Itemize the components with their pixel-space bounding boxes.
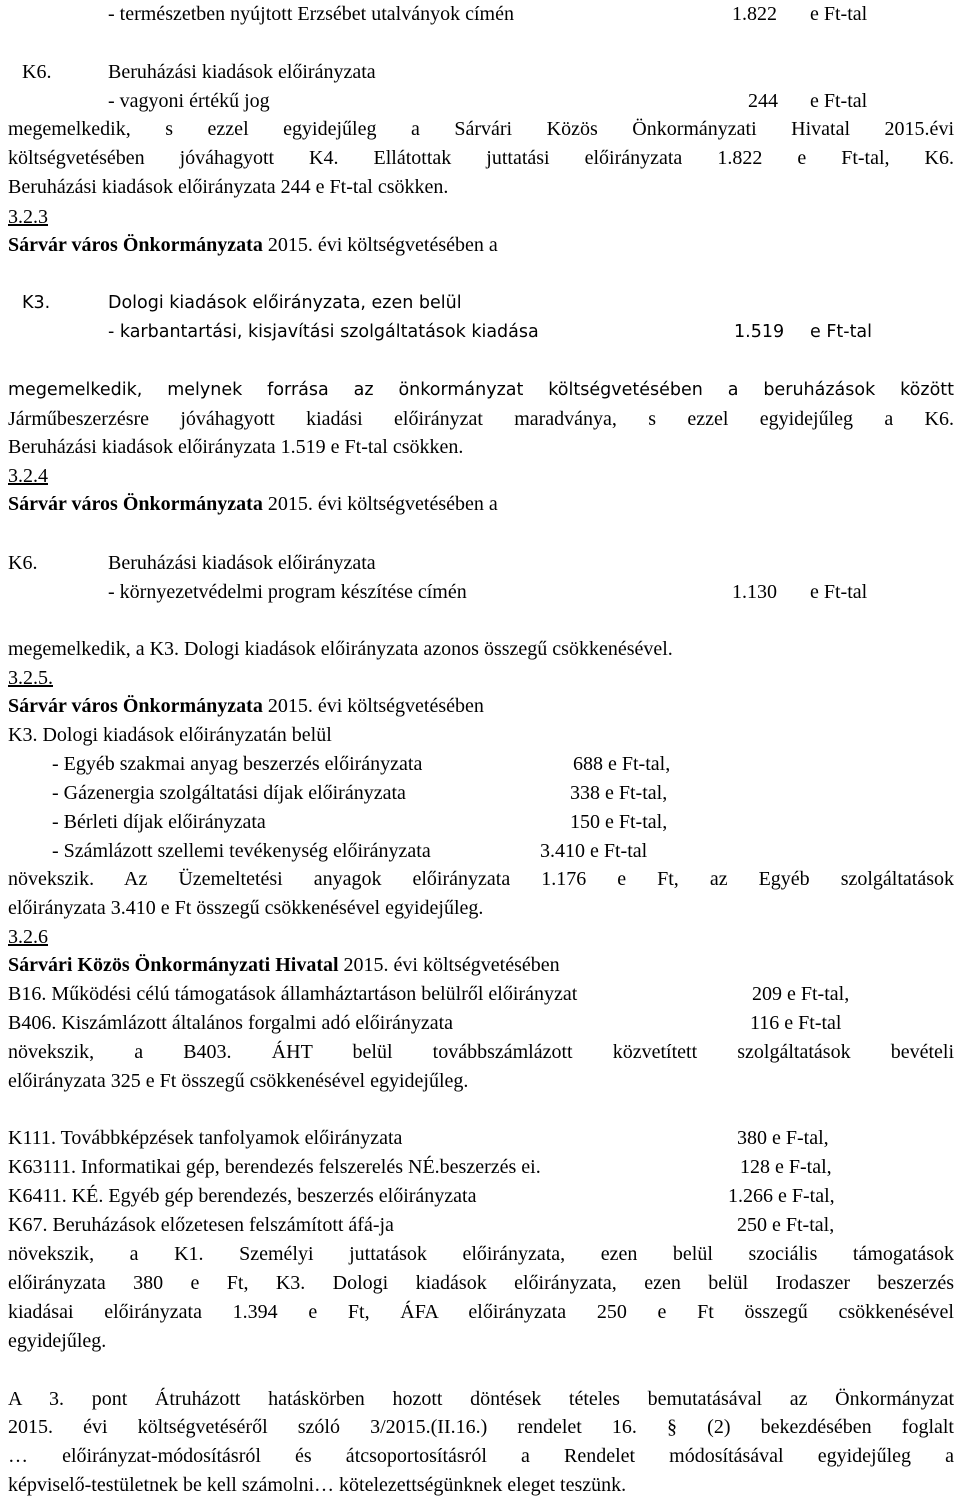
list-item-amount: 150 e Ft-tal, [570, 811, 668, 833]
list-item-amount: 380 e F-tal, [737, 1127, 829, 1149]
list-item-amount: 209 e Ft-tal, [752, 983, 850, 1005]
paragraph-line: Beruházási kiadások előirányzata 244 e Ft-tal csökken. [8, 176, 449, 198]
closing-line: A 3. pont Átruházott hatáskörben hozott döntések tételes bemutatásával az Önkormányzat [8, 1388, 954, 1410]
list-item-text: - Bérleti díjak előirányzata [52, 811, 266, 833]
paragraph-line: megemelkedik, a K3. Dologi kiadások előirányzata azonos összegű csökkenésével. [8, 638, 673, 660]
section-heading: Sárvár város Önkormányzata 2015. évi költségvetésében a [8, 234, 498, 256]
paragraph-line: növekszik, a K1. Személyi juttatások előirányzata, ezen belül szociális támogatások [8, 1243, 954, 1265]
list-item-amount: 338 e Ft-tal, [570, 782, 668, 804]
list-item-amount: 688 e Ft-tal, [573, 753, 671, 775]
list-item-amount: 116 e Ft-tal [750, 1012, 842, 1034]
sub-item-amount: 244 [748, 90, 778, 112]
paragraph-line: Járműbeszerzésre jóváhagyott kiadási előirányzat maradványa, s ezzel egyidejűleg a K6. [8, 408, 954, 430]
paragraph-line: költségvetésében jóváhagyott K4. Ellátottak juttatási előirányzata 1.822 e Ft-tal, K6. [8, 147, 954, 169]
list-item-text: B406. Kiszámlázott általános forgalmi adó előirányzata [8, 1012, 454, 1034]
section-number: 3.2.6 [8, 926, 48, 948]
list-item-amount: 3.410 e Ft-tal [540, 840, 648, 862]
sub-item-text: - karbantartási, kisjavítási szolgáltatások kiadása [108, 322, 539, 342]
list-item-text: K67. Beruházások előzetesen felszámított áfá-ja [8, 1214, 394, 1236]
paragraph-line: előirányzata 3.410 e Ft összegű csökkenésével egyidejűleg. [8, 897, 484, 919]
paragraph-line: előirányzata 380 e Ft, K3. Dologi kiadások előirányzata, ezen belül Irodaszer beszerzés [8, 1272, 954, 1294]
sub-item-unit: e Ft-tal [810, 581, 868, 603]
list-item-amount: 1.266 e F-tal, [728, 1185, 835, 1207]
list-item-text: - Számlázott szellemi tevékenység előirányzata [52, 840, 431, 862]
paragraph-line: Beruházási kiadások előirányzata 1.519 e Ft-tal csökken. [8, 436, 464, 458]
paragraph-line: növekszik, a B403. ÁHT belül továbbszámlázott közvetített szolgáltatások bevételi [8, 1041, 954, 1063]
closing-line: képviselő-testületnek be kell számolni… kötelezettségünknek eleget teszünk. [8, 1474, 627, 1496]
section-number: 3.2.3 [8, 206, 48, 228]
closing-line: … előirányzat-módosításról és átcsoportosításról a Rendelet módosításával egyidejűleg a [8, 1445, 954, 1467]
section-heading: Sárvári Közös Önkormányzati Hivatal 2015. évi költségvetésében [8, 954, 560, 976]
account-code: K3. [22, 293, 51, 313]
list-item-text: - Gázenergia szolgáltatási díjak előirányzata [52, 782, 406, 804]
sub-item-unit: e Ft-tal [810, 322, 873, 342]
item-text: - természetben nyújtott Erzsébet utalványok címén [108, 3, 514, 25]
account-code: K6. [22, 61, 52, 83]
section-heading: Sárvár város Önkormányzata 2015. évi költségvetésében [8, 695, 484, 717]
list-item-text: K6411. KÉ. Egyéb gép berendezés, beszerzés előirányzata [8, 1185, 477, 1207]
list-item-text: B16. Működési célú támogatások államháztartáson belülről előirányzat [8, 983, 578, 1005]
paragraph-line: egyidejűleg. [8, 1330, 107, 1352]
paragraph-line: kiadásai előirányzata 1.394 e Ft, ÁFA előirányzata 250 e Ft összegű csökkenésével [8, 1301, 954, 1323]
account-title: Dologi kiadások előirányzata, ezen belül [108, 293, 462, 313]
list-intro: K3. Dologi kiadások előirányzatán belül [8, 724, 332, 746]
list-item-amount: 250 e Ft-tal, [737, 1214, 835, 1236]
paragraph-line: előirányzata 325 e Ft összegű csökkenésével egyidejűleg. [8, 1070, 469, 1092]
sub-item-unit: e Ft-tal [810, 90, 868, 112]
item-amount: 1.822 [732, 3, 777, 25]
sub-item-amount: 1.519 [734, 322, 785, 342]
sub-item-text: - vagyoni értékű jog [108, 90, 270, 112]
sub-item-text: - környezetvédelmi program készítése címén [108, 581, 467, 603]
section-number: 3.2.4 [8, 465, 48, 487]
account-title: Beruházási kiadások előirányzata [108, 552, 376, 574]
account-title: Beruházási kiadások előirányzata [108, 61, 376, 83]
sub-item-amount: 1.130 [732, 581, 777, 603]
list-item-text: K63111. Informatikai gép, berendezés felszerelés NÉ.beszerzés ei. [8, 1156, 541, 1178]
list-item-amount: 128 e F-tal, [740, 1156, 832, 1178]
closing-line: 2015. évi költségvetéséről szóló 3/2015.(II.16.) rendelet 16. § (2) bekezdésében foglalt [8, 1416, 954, 1438]
section-heading: Sárvár város Önkormányzata 2015. évi költségvetésében a [8, 493, 498, 515]
list-item-text: K111. Továbbképzések tanfolyamok előirányzata [8, 1127, 403, 1149]
paragraph-line: növekszik. Az Üzemeltetési anyagok előirányzata 1.176 e Ft, az Egyéb szolgáltatások [8, 868, 954, 890]
account-code: K6. [8, 552, 38, 574]
paragraph-line: megemelkedik, melynek forrása az önkormányzat költségvetésében a beruházások között [8, 380, 954, 400]
item-unit: e Ft-tal [810, 3, 868, 25]
section-number: 3.2.5. [8, 667, 53, 689]
list-item-text: - Egyéb szakmai anyag beszerzés előirányzata [52, 753, 423, 775]
paragraph-line: megemelkedik, s ezzel egyidejűleg a Sárvári Közös Önkormányzati Hivatal 2015.évi [8, 118, 954, 140]
